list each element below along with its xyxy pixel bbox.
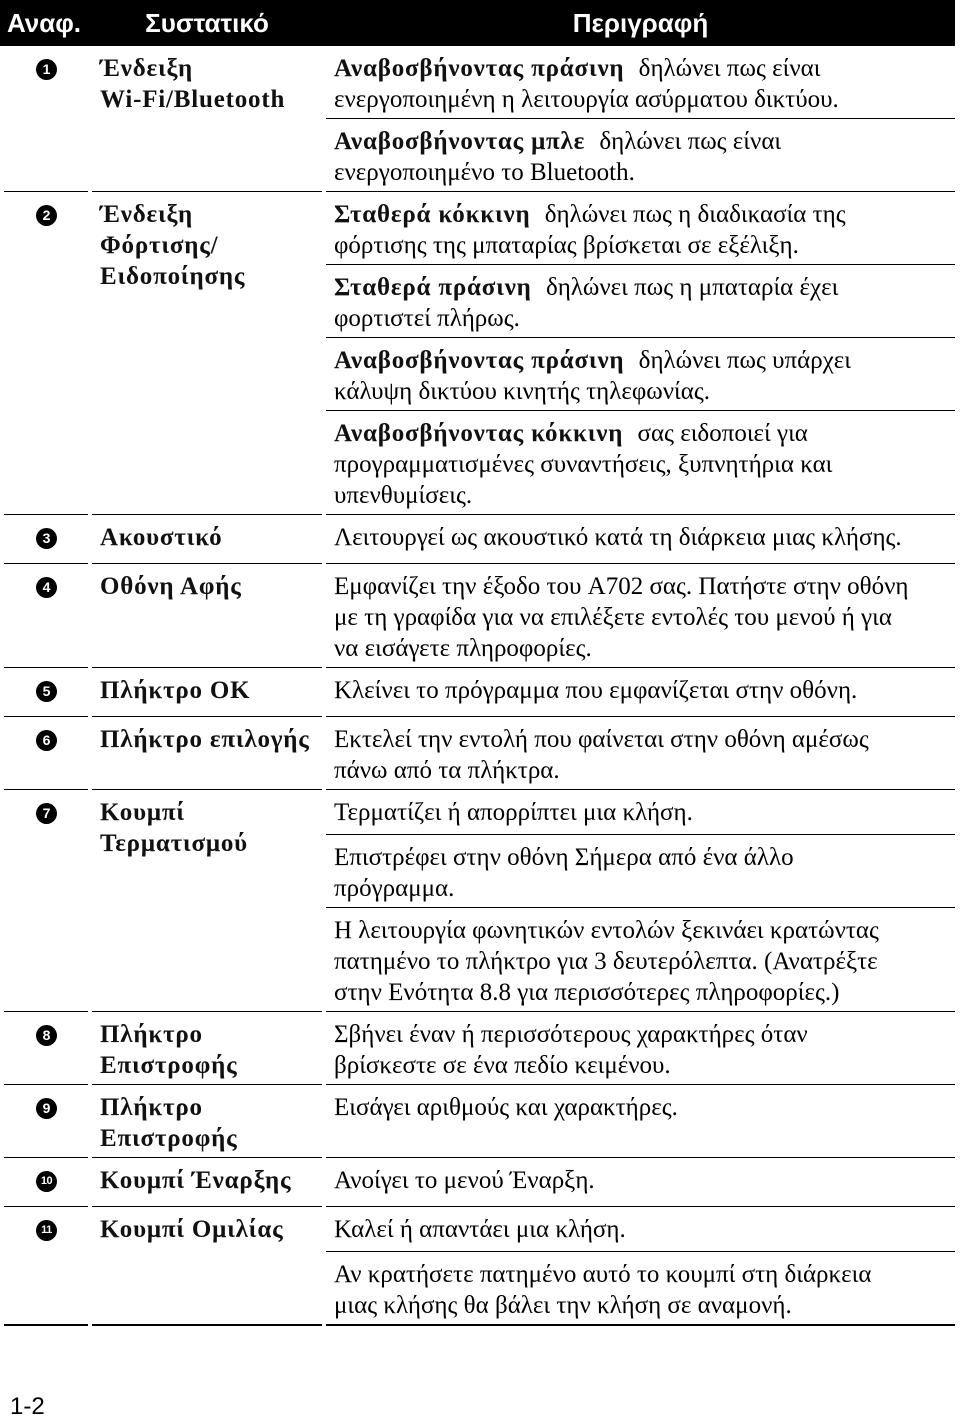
description-line: Εισάγει αριθμούς και χαρακτήρες. bbox=[334, 1094, 678, 1121]
table-row bbox=[4, 790, 955, 1012]
header-ref: Αναφ. bbox=[6, 8, 82, 38]
ref-badge: 11 bbox=[36, 1220, 57, 1241]
component-label-line: Οθόνη Αφής bbox=[100, 573, 242, 600]
component-cell bbox=[92, 717, 322, 790]
ref-cell bbox=[4, 1012, 88, 1085]
ref-badge: 2 bbox=[36, 205, 57, 226]
component-label-line: Wi-Fi/Bluetooth bbox=[100, 86, 286, 113]
component-label-line: Επιστροφής bbox=[100, 1125, 238, 1152]
table-row bbox=[4, 1012, 955, 1085]
ref-badge: 1 bbox=[36, 59, 57, 80]
description-lead: Σταθερά κόκκινη bbox=[334, 201, 531, 228]
description-line: Ανοίγει το μενού Έναρξη. bbox=[334, 1167, 595, 1194]
description-item bbox=[326, 1252, 955, 1324]
description-cell bbox=[326, 1012, 955, 1085]
ref-cell bbox=[4, 564, 88, 668]
description-cell bbox=[326, 515, 955, 564]
description-lead: Αναβοσβήνοντας κόκκινη bbox=[334, 420, 624, 447]
ref-badge: 7 bbox=[36, 803, 57, 824]
description-text: δηλώνει πως είναι bbox=[638, 55, 821, 82]
ref-cell bbox=[4, 515, 88, 564]
table-row bbox=[4, 1207, 955, 1326]
description-text: δηλώνει πως είναι bbox=[599, 128, 782, 155]
component-cell bbox=[92, 1012, 322, 1085]
component-label-line: Πλήκτρο bbox=[100, 1094, 203, 1121]
component-cell bbox=[92, 46, 322, 192]
description-line: υπενθυμίσεις. bbox=[334, 482, 473, 509]
ref-cell bbox=[4, 1085, 88, 1158]
description-line bbox=[334, 126, 955, 157]
component-cell bbox=[92, 515, 322, 564]
ref-cell bbox=[4, 717, 88, 790]
component-cell bbox=[92, 1207, 322, 1326]
description-item bbox=[326, 119, 955, 191]
ref-badge: 9 bbox=[36, 1098, 57, 1119]
description-text: δηλώνει πως υπάρχει bbox=[638, 347, 852, 374]
description-cell bbox=[326, 1085, 955, 1158]
component-label-line: Κουμπί Ομιλίας bbox=[100, 1216, 284, 1243]
ref-badge: 4 bbox=[36, 577, 57, 598]
table-row bbox=[4, 515, 955, 564]
description-cell bbox=[326, 1158, 955, 1207]
ref-badge: 3 bbox=[36, 528, 57, 549]
description-item bbox=[326, 564, 955, 667]
header-component: Συστατικό bbox=[145, 8, 269, 38]
description-item bbox=[326, 515, 955, 563]
description-text: δηλώνει πως η διαδικασία της bbox=[544, 201, 846, 228]
component-cell bbox=[92, 192, 322, 515]
ref-cell bbox=[4, 1158, 88, 1207]
description-cell bbox=[326, 564, 955, 668]
description-item bbox=[326, 717, 955, 789]
component-label-line: Ένδειξη bbox=[100, 201, 193, 228]
description-line: φόρτισης της μπαταρίας βρίσκεται σε εξέλιξη. bbox=[334, 232, 799, 259]
description-line: κάλυψη δικτύου κινητής τηλεφωνίας. bbox=[334, 378, 711, 405]
description-line: Η λειτουργία φωνητικών εντολών ξεκινάει κρατώντας bbox=[334, 917, 879, 944]
description-line: πάνω από τα πλήκτρα. bbox=[334, 757, 560, 784]
description-item bbox=[326, 46, 955, 119]
description-item bbox=[326, 908, 955, 1011]
description-item bbox=[326, 411, 955, 514]
description-line: ενεργοποιημένη η λειτουργία ασύρματου δικτύου. bbox=[334, 86, 839, 113]
component-label-line: Πλήκτρο επιλογής bbox=[100, 726, 310, 753]
ref-badge: 8 bbox=[36, 1025, 57, 1046]
description-item bbox=[326, 1085, 955, 1126]
ref-cell bbox=[4, 668, 88, 717]
description-cell bbox=[326, 192, 955, 515]
description-item bbox=[326, 835, 955, 908]
table-row bbox=[4, 564, 955, 668]
description-line: Επιστρέφει στην οθόνη Σήμερα από ένα άλλο bbox=[334, 844, 794, 871]
description-item bbox=[326, 265, 955, 338]
description-line: προγραμματισμένες συναντήσεις, ξυπνητήρια και bbox=[334, 451, 833, 478]
description-line bbox=[334, 53, 955, 84]
description-line: Εκτελεί την εντολή που φαίνεται στην οθόνη αμέσως bbox=[334, 726, 869, 753]
description-cell bbox=[326, 46, 955, 192]
component-label-line: Πλήκτρο OK bbox=[100, 677, 251, 704]
description-lead: Σταθερά πράσινη bbox=[334, 274, 532, 301]
description-line bbox=[334, 345, 955, 376]
description-line: να εισάγετε πληροφορίες. bbox=[334, 635, 592, 662]
component-label-line: Ακουστικό bbox=[100, 524, 223, 551]
component-label-line: Πλήκτρο bbox=[100, 1021, 203, 1048]
description-item bbox=[326, 790, 955, 835]
description-line: μιας κλήσης θα βάλει την κλήση σε αναμονή. bbox=[334, 1292, 792, 1319]
description-item bbox=[326, 192, 955, 265]
ref-badge: 10 bbox=[36, 1171, 57, 1192]
description-item bbox=[326, 1207, 955, 1252]
table-row bbox=[4, 1158, 955, 1207]
description-text: δηλώνει πως η μπαταρία έχει bbox=[545, 274, 839, 301]
description-line bbox=[334, 272, 955, 303]
component-table bbox=[4, 46, 955, 1326]
component-cell bbox=[92, 790, 322, 1012]
description-cell bbox=[326, 1207, 955, 1326]
ref-badge: 5 bbox=[36, 681, 57, 702]
table-row bbox=[4, 717, 955, 790]
description-line: πρόγραμμα. bbox=[334, 875, 455, 902]
description-line: στην Ενότητα 8.8 για περισσότερες πληροφορίες.) bbox=[334, 979, 840, 1006]
description-line: βρίσκεστε σε ένα πεδίο κειμένου. bbox=[334, 1052, 671, 1079]
table-row bbox=[4, 668, 955, 717]
description-line: Τερματίζει ή απορρίπτει μια κλήση. bbox=[334, 799, 693, 826]
description-item bbox=[326, 338, 955, 411]
description-lead: Αναβοσβήνοντας μπλε bbox=[334, 128, 586, 155]
description-lead: Αναβοσβήνοντας πράσινη bbox=[334, 347, 625, 374]
description-line: Καλεί ή απαντάει μια κλήση. bbox=[334, 1216, 626, 1243]
ref-cell bbox=[4, 46, 88, 192]
component-cell bbox=[92, 1158, 322, 1207]
component-cell bbox=[92, 564, 322, 668]
description-text: σας ειδοποιεί για bbox=[637, 420, 808, 447]
page-number: 1-2 bbox=[10, 1393, 45, 1420]
description-line: Εμφανίζει την έξοδο του A702 σας. Πατήστε στην οθόνη bbox=[334, 573, 909, 600]
header-description: Περιγραφή bbox=[572, 8, 709, 38]
component-label-line: Επιστροφής bbox=[100, 1052, 238, 1079]
table-header bbox=[0, 0, 955, 46]
description-line: Αν κρατήσετε πατημένο αυτό το κουμπί στη διάρκεια bbox=[334, 1261, 872, 1288]
description-lead: Αναβοσβήνοντας πράσινη bbox=[334, 55, 625, 82]
ref-badge: 6 bbox=[36, 730, 57, 751]
description-line bbox=[334, 418, 955, 449]
description-line: φορτιστεί πλήρως. bbox=[334, 305, 520, 332]
description-line: πατημένο το πλήκτρο για 3 δευτερόλεπτα. (Ανατρέξτε bbox=[334, 948, 878, 975]
component-label-line: Ειδοποίησης bbox=[100, 263, 246, 290]
description-line: Κλείνει το πρόγραμμα που εμφανίζεται στην οθόνη. bbox=[334, 677, 858, 704]
ref-cell bbox=[4, 1207, 88, 1326]
ref-cell bbox=[4, 790, 88, 1012]
description-item bbox=[326, 668, 955, 716]
component-label-line: Κουμπί Έναρξης bbox=[100, 1167, 292, 1194]
description-cell bbox=[326, 668, 955, 717]
component-label-line: Τερματισμού bbox=[100, 830, 248, 857]
description-line: ενεργοποιημένο το Bluetooth. bbox=[334, 159, 635, 186]
component-label-line: Ένδειξη bbox=[100, 55, 193, 82]
component-label-line: Κουμπί bbox=[100, 799, 185, 826]
description-item bbox=[326, 1012, 955, 1084]
ref-cell bbox=[4, 192, 88, 515]
component-cell bbox=[92, 1085, 322, 1158]
description-line bbox=[334, 199, 955, 230]
description-cell bbox=[326, 717, 955, 790]
description-cell bbox=[326, 790, 955, 1012]
table-row bbox=[4, 1085, 955, 1158]
description-item bbox=[326, 1158, 955, 1206]
description-line: Σβήνει έναν ή περισσότερους χαρακτήρες όταν bbox=[334, 1021, 808, 1048]
description-line: Λειτουργεί ως ακουστικό κατά τη διάρκεια μιας κλήσης. bbox=[334, 524, 902, 551]
description-line: με τη γραφίδα για να επιλέξετε εντολές του μενού ή για bbox=[334, 604, 892, 631]
component-label-line: Φόρτισης/ bbox=[100, 232, 219, 259]
component-cell bbox=[92, 668, 322, 717]
table-row bbox=[4, 192, 955, 515]
table-row bbox=[4, 46, 955, 192]
